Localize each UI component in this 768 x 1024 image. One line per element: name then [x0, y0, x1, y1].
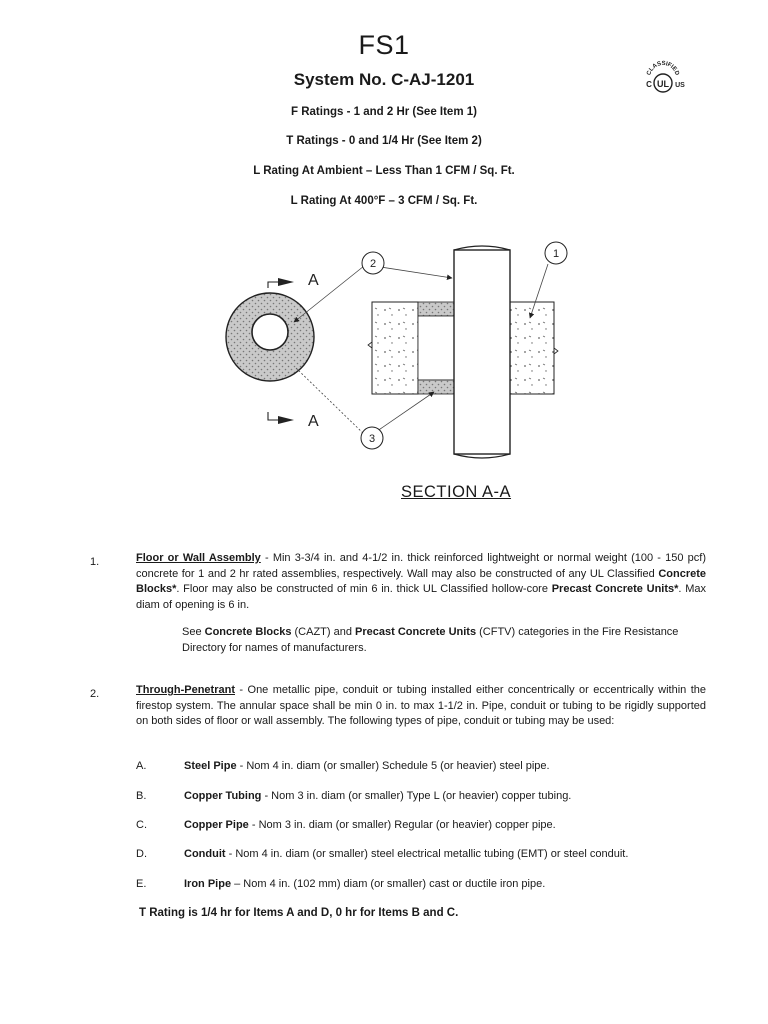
see-bold-b: Precast Concrete Units	[355, 626, 477, 638]
subitem-e	[136, 878, 545, 890]
item-2-text: - One metallic pipe, conduit or tubing installed either concentrically or eccentrically within the firestop system. The annular space shall be min 0 in. to max 1-1/2 in. Pipe, conduit or tubing to be rigidly supported on both sides of floor or wall assembly. The following types of pipe, conduit or tubing may be used:	[136, 684, 706, 727]
plan-view-penetration	[226, 293, 314, 381]
wall-section-left	[368, 302, 454, 394]
logo-us-text: US	[675, 82, 685, 89]
section-marker-bottom	[268, 412, 319, 430]
item-1-heading: Floor or Wall Assembly	[136, 552, 261, 564]
subitem-a-letter: A.	[136, 760, 147, 772]
subitem-e-letter: E.	[136, 878, 147, 890]
subitem-a	[136, 760, 550, 772]
item-1-number: 1.	[90, 556, 100, 568]
subitem-b-name: Copper Tubing	[184, 790, 262, 802]
l-rating-ambient: L Rating At Ambient – Less Than 1 CFM / Sq. Ft.	[253, 165, 515, 177]
subitem-e-name: Iron Pipe	[184, 878, 232, 890]
subitem-d-name: Conduit	[184, 848, 226, 860]
subitem-c-text: - Nom 3 in. diam (or smaller) Regular (or heavier) copper pipe.	[248, 819, 556, 831]
subitem-a-name: Steel Pipe	[184, 760, 237, 772]
subitem-c	[136, 819, 556, 831]
see-pre: See	[182, 626, 205, 638]
subitem-d-letter: D.	[136, 848, 147, 860]
section-marker-top	[268, 272, 319, 289]
callout-1-number: 1	[552, 248, 560, 260]
through-penetrant-pipe	[454, 246, 510, 458]
item-1-text-c: . Max diam of opening is 6 in.	[136, 583, 706, 611]
section-marker-letter-top: A	[308, 272, 319, 289]
callout-3-number: 3	[368, 433, 376, 445]
subitem-d	[136, 848, 628, 860]
item-1-text-b: . Floor may also be constructed of min 6 in. thick UL Classified hollow-core	[176, 583, 552, 595]
firestop-section-diagram	[200, 236, 600, 466]
section-marker-letter-bottom: A	[308, 413, 319, 430]
system-number: System No. C-AJ-1201	[293, 70, 475, 89]
item-2-heading: Through-Penetrant	[136, 684, 235, 696]
callout-1	[545, 242, 567, 264]
item-2-paragraph	[136, 683, 706, 730]
callout-2-number: 2	[369, 258, 377, 270]
callout-3	[361, 427, 383, 449]
t-rating-note: T Rating is 1/4 hr for Items A and D, 0 hr for Items B and C.	[139, 907, 459, 919]
subitem-b-text: - Nom 3 in. diam (or smaller) Type L (or heavier) copper tubing.	[261, 790, 572, 802]
wall-section-right	[510, 302, 558, 394]
subitem-d-text: - Nom 4 in. diam (or smaller) steel electrical metallic tubing (EMT) or steel conduit.	[225, 848, 629, 860]
section-label: SECTION A-A	[401, 483, 512, 501]
callout-2	[362, 252, 384, 274]
subitem-c-letter: C.	[136, 819, 147, 831]
l-rating-400f: L Rating At 400°F – 3 CFM / Sq. Ft.	[290, 195, 478, 207]
f-rating: F Ratings - 1 and 2 Hr (See Item 1)	[291, 106, 477, 118]
item-1-bold-b: Precast Concrete Units*	[551, 583, 679, 595]
fs-label: FS1	[358, 30, 410, 60]
ul-classified-logo	[636, 56, 690, 96]
subitem-a-text: - Nom 4 in. diam (or smaller) Schedule 5 (or heavier) steel pipe.	[236, 760, 550, 772]
see-bold-a: Concrete Blocks	[204, 626, 292, 638]
subitem-e-text: – Nom 4 in. (102 mm) diam (or smaller) cast or ductile iron pipe.	[231, 878, 546, 890]
subitem-b	[136, 790, 571, 802]
see-post: (CFTV) categories in the Fire Resistance Directory for names of manufacturers.	[182, 626, 679, 654]
t-rating: T Ratings - 0 and 1/4 Hr (See Item 2)	[286, 135, 482, 147]
logo-c-text: C	[646, 80, 652, 89]
item-1-text-a: - Min 3-3/4 in. and 4-1/2 in. thick reinforced lightweight or normal weight (100 - 150 pcf) concrete for 1 and 2 hr rated assemblies, respectively. Wall may also be constructed of any UL Classified	[136, 552, 706, 580]
see-mid: (CAZT) and	[291, 626, 356, 638]
subitem-c-name: Copper Pipe	[184, 819, 249, 831]
subitem-b-letter: B.	[136, 790, 147, 802]
logo-ul-text: UL	[657, 79, 669, 89]
item-2-number: 2.	[90, 688, 100, 700]
item-1-see-note	[182, 625, 704, 656]
item-1-paragraph	[136, 551, 706, 613]
item-1-bold-a: Concrete Blocks*	[136, 567, 706, 595]
logo-classified-text: CLASSIFIED	[646, 60, 680, 77]
